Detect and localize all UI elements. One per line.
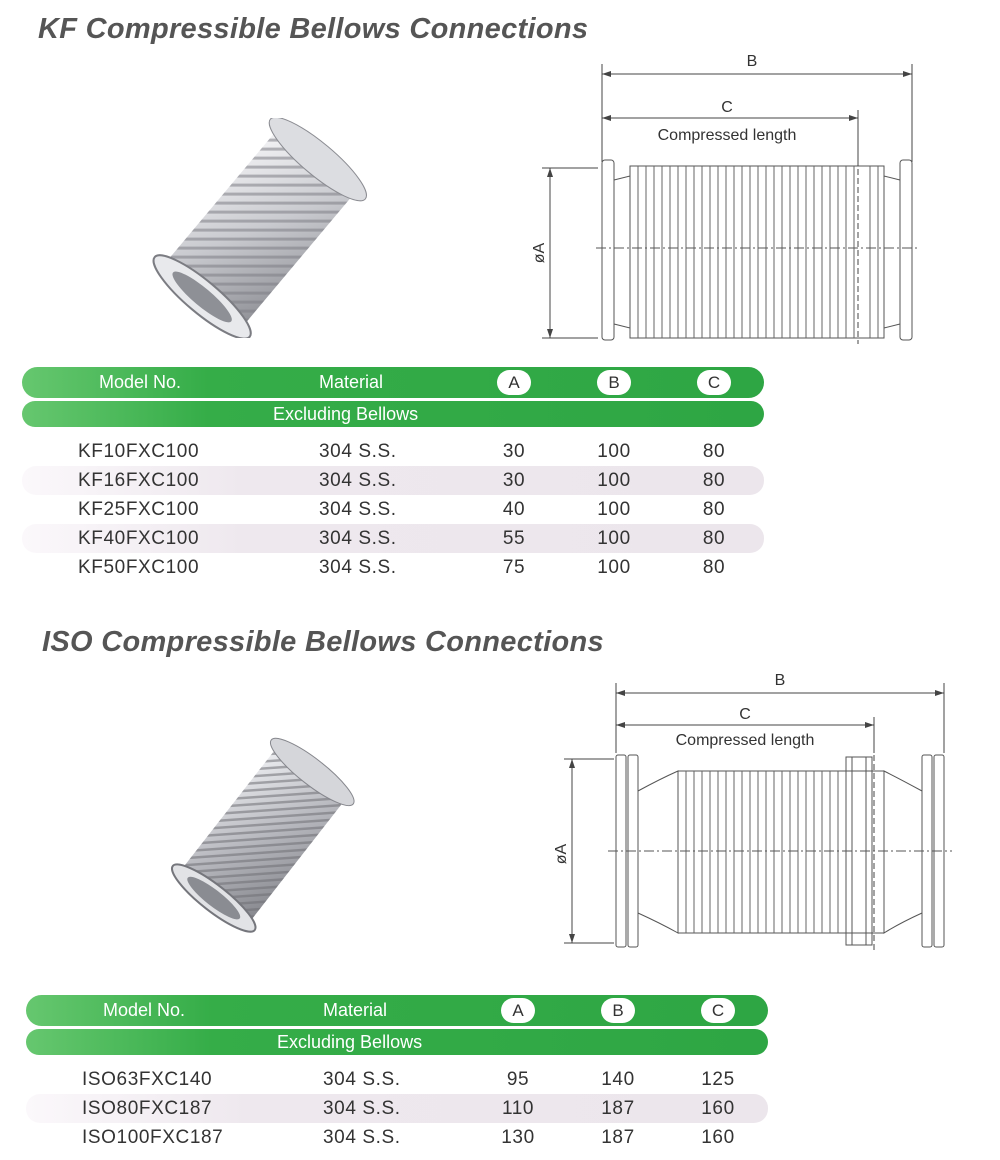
kf-subheader-label: Excluding Bellows bbox=[273, 404, 419, 424]
a-cell: 75 bbox=[502, 557, 526, 578]
model-cell: KF10FXC100 bbox=[78, 441, 200, 462]
material-cell: 304 S.S. bbox=[323, 1069, 401, 1090]
b-cell: 187 bbox=[601, 1098, 635, 1119]
a-cell: 130 bbox=[501, 1127, 535, 1148]
table-row bbox=[26, 1123, 768, 1152]
a-cell: 110 bbox=[501, 1098, 535, 1119]
kf-compressed-length-label: Compressed length bbox=[657, 127, 797, 144]
b-cell: 100 bbox=[597, 557, 631, 578]
c-cell: 80 bbox=[702, 557, 726, 578]
a-cell: 40 bbox=[502, 499, 526, 520]
a-cell: 95 bbox=[506, 1069, 530, 1090]
material-cell: 304 S.S. bbox=[319, 441, 397, 462]
iso-header-material: Material bbox=[323, 1000, 388, 1020]
kf-header-a: A bbox=[497, 370, 531, 395]
iso-dim-a-label: øA bbox=[553, 843, 570, 865]
model-cell: ISO80FXC187 bbox=[82, 1098, 213, 1119]
iso-spec-table bbox=[26, 995, 768, 1152]
model-cell: KF25FXC100 bbox=[78, 499, 200, 520]
kf-spec-table bbox=[22, 367, 764, 582]
iso-table-header bbox=[26, 995, 768, 1026]
c-cell: 125 bbox=[701, 1069, 735, 1090]
iso-header-model: Model No. bbox=[103, 1000, 186, 1020]
a-cell: 55 bbox=[502, 528, 526, 549]
kf-table-subheader bbox=[22, 401, 764, 427]
iso-table-subheader bbox=[26, 1029, 768, 1055]
c-cell: 80 bbox=[702, 470, 726, 491]
iso-header-c: C bbox=[701, 998, 735, 1023]
model-cell: ISO63FXC140 bbox=[82, 1069, 213, 1090]
iso-dimension-drawing bbox=[540, 671, 960, 971]
table-row bbox=[26, 1065, 768, 1094]
b-cell: 140 bbox=[601, 1069, 635, 1090]
table-row bbox=[26, 1094, 768, 1123]
model-cell: ISO100FXC187 bbox=[82, 1127, 224, 1148]
iso-dim-c-label: C bbox=[739, 706, 751, 723]
iso-bellows-photo bbox=[158, 735, 368, 935]
table-row bbox=[22, 553, 764, 582]
kf-table-header bbox=[22, 367, 764, 398]
kf-bellows-photo bbox=[140, 118, 380, 338]
material-cell: 304 S.S. bbox=[319, 499, 397, 520]
c-cell: 80 bbox=[702, 441, 726, 462]
a-cell: 30 bbox=[502, 441, 526, 462]
material-cell: 304 S.S. bbox=[319, 528, 397, 549]
kf-dim-a-label: øA bbox=[531, 242, 548, 264]
model-cell: KF16FXC100 bbox=[78, 470, 200, 491]
kf-header-material: Material bbox=[319, 372, 384, 392]
c-cell: 80 bbox=[702, 528, 726, 549]
a-cell: 30 bbox=[502, 470, 526, 491]
kf-dimension-drawing bbox=[520, 52, 940, 352]
kf-header-c: C bbox=[697, 370, 731, 395]
kf-section-title: KF Compressible Bellows Connections bbox=[38, 13, 589, 45]
kf-header-model: Model No. bbox=[99, 372, 182, 392]
iso-header-a: A bbox=[501, 998, 535, 1023]
iso-compressed-length-label: Compressed length bbox=[675, 732, 815, 749]
b-cell: 187 bbox=[601, 1127, 635, 1148]
iso-subheader-label: Excluding Bellows bbox=[277, 1032, 423, 1052]
b-cell: 100 bbox=[597, 470, 631, 491]
material-cell: 304 S.S. bbox=[323, 1098, 401, 1119]
b-cell: 100 bbox=[597, 528, 631, 549]
material-cell: 304 S.S. bbox=[319, 557, 397, 578]
table-row bbox=[22, 495, 764, 524]
kf-dim-b-label: B bbox=[746, 53, 758, 70]
material-cell: 304 S.S. bbox=[319, 470, 397, 491]
iso-section-title: ISO Compressible Bellows Connections bbox=[42, 626, 604, 658]
table-row bbox=[22, 524, 764, 553]
b-cell: 100 bbox=[597, 441, 631, 462]
model-cell: KF40FXC100 bbox=[78, 528, 200, 549]
material-cell: 304 S.S. bbox=[323, 1127, 401, 1148]
table-row bbox=[22, 466, 764, 495]
kf-dim-c-label: C bbox=[721, 99, 733, 116]
kf-header-b: B bbox=[597, 370, 631, 395]
table-row bbox=[22, 437, 764, 466]
model-cell: KF50FXC100 bbox=[78, 557, 200, 578]
c-cell: 80 bbox=[702, 499, 726, 520]
c-cell: 160 bbox=[701, 1098, 735, 1119]
iso-dim-b-label: B bbox=[774, 672, 786, 689]
iso-section bbox=[0, 615, 1000, 1160]
c-cell: 160 bbox=[701, 1127, 735, 1148]
iso-header-b: B bbox=[601, 998, 635, 1023]
b-cell: 100 bbox=[597, 499, 631, 520]
